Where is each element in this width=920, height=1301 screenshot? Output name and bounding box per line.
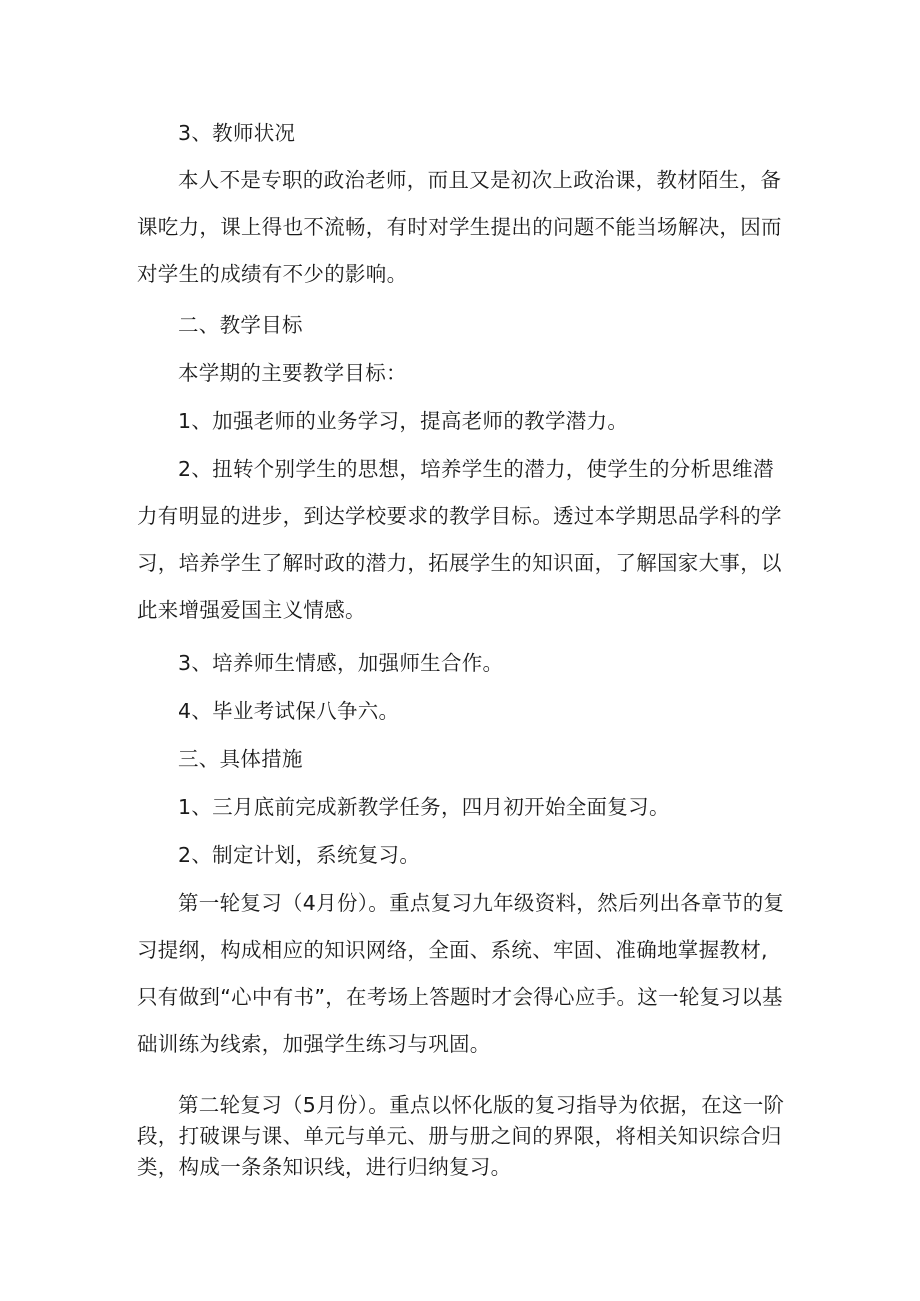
goal-item-1: 1、加强老师的业务学习，提高老师的教学潜力。 [178,409,629,433]
paragraph-teacher-status: 本人不是专职的政治老师，而且又是初次上政治课，教材陌生，备课吃力，课上得也不流畅，有时对学生提出的问题不能当场解决，因而对学生的成绩有不少的影响。 [137,168,782,286]
paragraph-second-review: 第二轮复习（5月份）。重点以怀化版的复习指导为依据，在这一阶段，打破课与课、单元与单元、册与册之间的界限，将相关知识综合归类，构成一条条知识线，进行归纳复习。 [137,1093,785,1179]
goal-item-4: 4、毕业考试保八争六。 [178,699,400,723]
heading-specific-measures: 三、具体措施 [178,747,303,771]
subheading-teacher-status: 3、教师状况 [178,121,296,145]
measure-item-1: 1、三月底前完成新教学任务，四月初开始全面复习。 [178,795,670,819]
paragraph-first-review: 第一轮复习（4月份）。重点复习九年级资料，然后列出各章节的复习提纲，构成相应的知识网络，全面、系统、牢固、准确地掌握教材,只有做到“心中有书”，在考场上答题时才会得心应手。这一轮复习以基础训练为线索，加强学生练习与巩固。 [137,891,785,1056]
paragraph-goals-intro: 本学期的主要教学目标： [178,361,407,385]
goal-item-2: 2、扭转个别学生的思想，培养学生的潜力，使学生的分析思维潜力有明显的进步，到达学校要求的教学目标。透过本学期思品学科的学习，培养学生了解时政的潜力，拓展学生的知识面，了解国家大事，以此来增强爱国主义情感。 [137,457,782,622]
heading-teaching-goals: 二、教学目标 [178,313,303,337]
goal-item-3: 3、培养师生情感，加强师生合作。 [178,651,504,675]
measure-item-2: 2、制定计划，系统复习。 [178,843,421,867]
